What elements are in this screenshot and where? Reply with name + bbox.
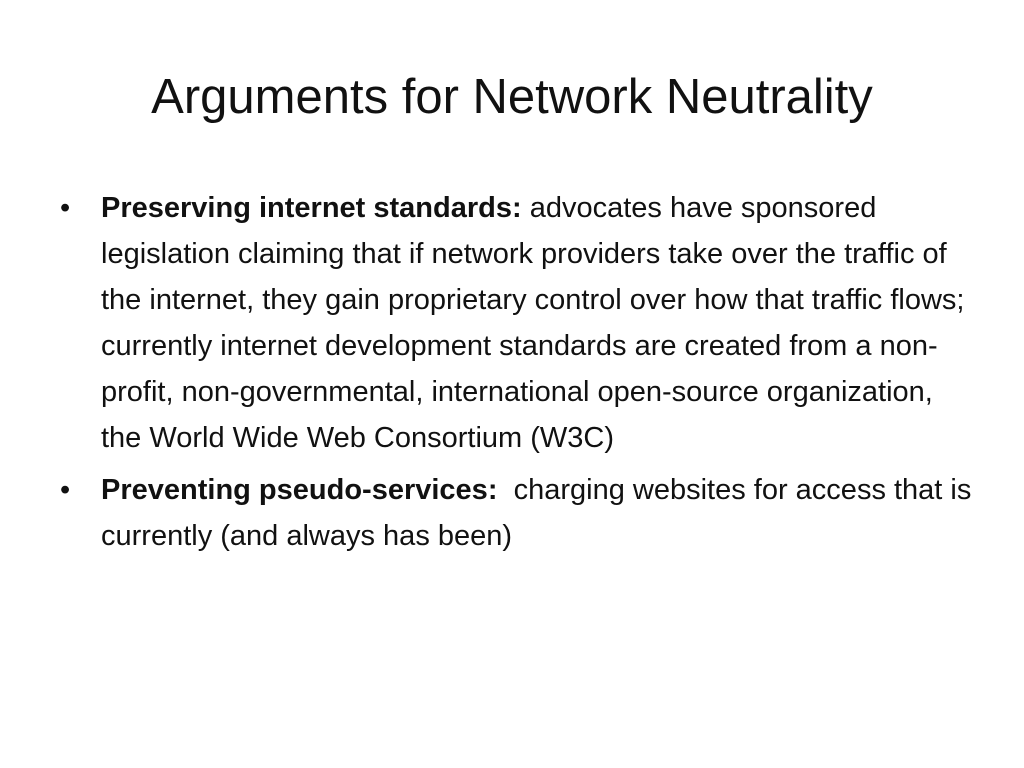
bullet-item-pseudo-services [60,467,980,559]
bullet-text: charging websites for access that is currently (and always has been) [101,474,980,552]
bullet-lead: Preserving internet standards: [101,192,522,224]
slide-title: Arguments for Network Neutrality [151,70,873,124]
bullet-item-standards [60,185,980,461]
bullet-icon: • [60,474,71,506]
bullet-text: advocates have sponsored legislation claiming that if network providers take over the traffic of the internet, they gain proprietary control over how that traffic flows; currently internet development standards are created from a non-profit, non-governmental, international open-source organization, the World Wide Web Consortium (W3C) [101,192,965,454]
bullet-lead: Preventing pseudo-services: [101,474,498,506]
bullet-icon: • [60,192,71,224]
bullet-list [60,185,980,565]
